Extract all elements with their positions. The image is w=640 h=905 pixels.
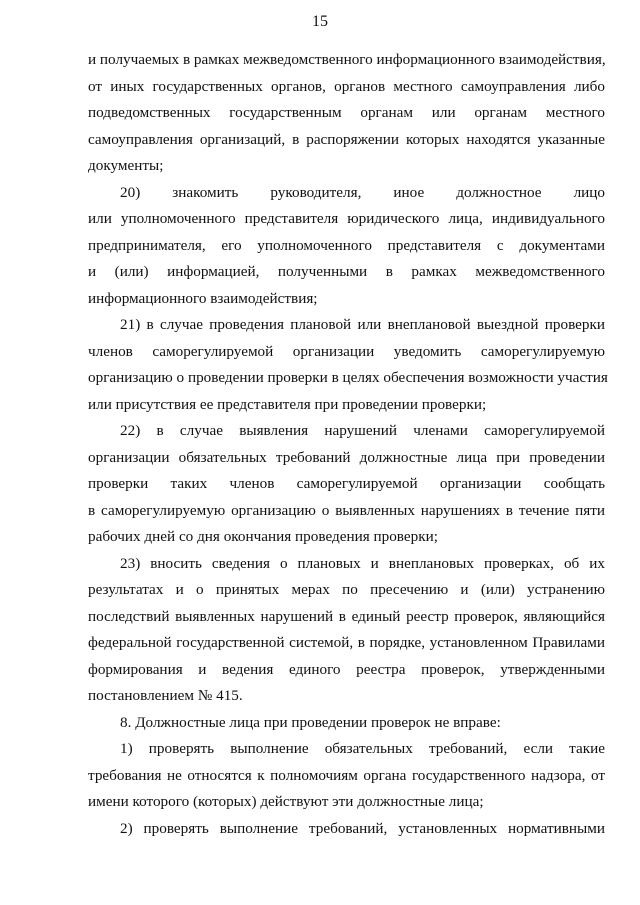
- text-line: подведомственных государственным органам или органам местного: [88, 104, 605, 121]
- text-line: от иных государственных органов, органов местного самоуправления либо: [88, 77, 605, 95]
- text-line: результатах и о принятых мерах по пресечению и (или) устранению: [88, 581, 605, 598]
- text-line: 8. Должностные лица при проведении проверок не вправе:: [120, 713, 501, 731]
- text-line: предпринимателя, его уполномоченного представителя с документами: [88, 236, 605, 254]
- text-line: и получаемых в рамках межведомственного информационного взаимодействия,: [88, 51, 606, 68]
- text-line: федеральной государственной системой, в порядке, установленном Правилами: [88, 634, 605, 651]
- text-line: 23) вносить сведения о плановых и внеплановых проверках, об их: [120, 554, 605, 572]
- text-line: организации обязательных требований должностные лица при проведении: [88, 448, 605, 466]
- paragraph-20: [88, 180, 605, 313]
- text-line: организацию о проведении проверки в целях обеспечения возможности участия: [88, 369, 608, 386]
- text-line: или уполномоченного представителя юридического лица, индивидуального: [88, 210, 605, 227]
- text-line: требования не относятся к полномочиям органа государственного надзора, от: [88, 766, 605, 784]
- text-line: самоуправления организаций, в распоряжении которых находятся указанные: [88, 130, 605, 148]
- text-line: информационного взаимодействия;: [88, 289, 318, 307]
- text-line: постановлением № 415.: [88, 687, 243, 704]
- paragraph-23: [88, 551, 605, 710]
- text-line: 2) проверять выполнение требований, установленных нормативными: [120, 819, 605, 837]
- text-line: документы;: [88, 157, 164, 174]
- document-body: [88, 47, 608, 842]
- text-line: членов саморегулируемой организации уведомить саморегулируемую: [88, 342, 605, 360]
- text-line: последствий выявленных нарушений в единый реестр проверок, являющийся: [88, 607, 605, 625]
- page-number: 15: [312, 13, 328, 30]
- text-line: 1) проверять выполнение обязательных требований, если такие: [120, 740, 605, 757]
- text-line: 20) знакомить руководителя, иное должностное лицо: [120, 183, 605, 201]
- text-line: в саморегулируемую организацию о выявленных нарушениях в течение пяти: [88, 501, 605, 519]
- text-line: имени которого (которых) действуют эти должностные лица;: [88, 793, 484, 810]
- paragraph-8-2: [88, 816, 605, 843]
- paragraph-21: [88, 312, 608, 418]
- text-line: рабочих дней со дня окончания проведения проверки;: [88, 528, 438, 545]
- paragraph-8-1: [88, 736, 605, 816]
- text-line: формирования и ведения единого реестра проверок, утвержденными: [88, 660, 605, 678]
- text-line: 21) в случае проведения плановой или внеплановой выездной проверки: [120, 316, 605, 333]
- paragraph-8: [88, 710, 605, 737]
- text-line: 22) в случае выявления нарушений членами саморегулируемой: [120, 422, 605, 439]
- paragraph-cont: [88, 47, 605, 180]
- text-line: или присутствия ее представителя при проведении проверки;: [88, 395, 487, 413]
- text-line: и (или) информацией, полученными в рамках межведомственного: [88, 263, 605, 280]
- paragraph-22: [88, 418, 605, 551]
- text-line: проверки таких членов саморегулируемой организации сообщать: [88, 475, 605, 492]
